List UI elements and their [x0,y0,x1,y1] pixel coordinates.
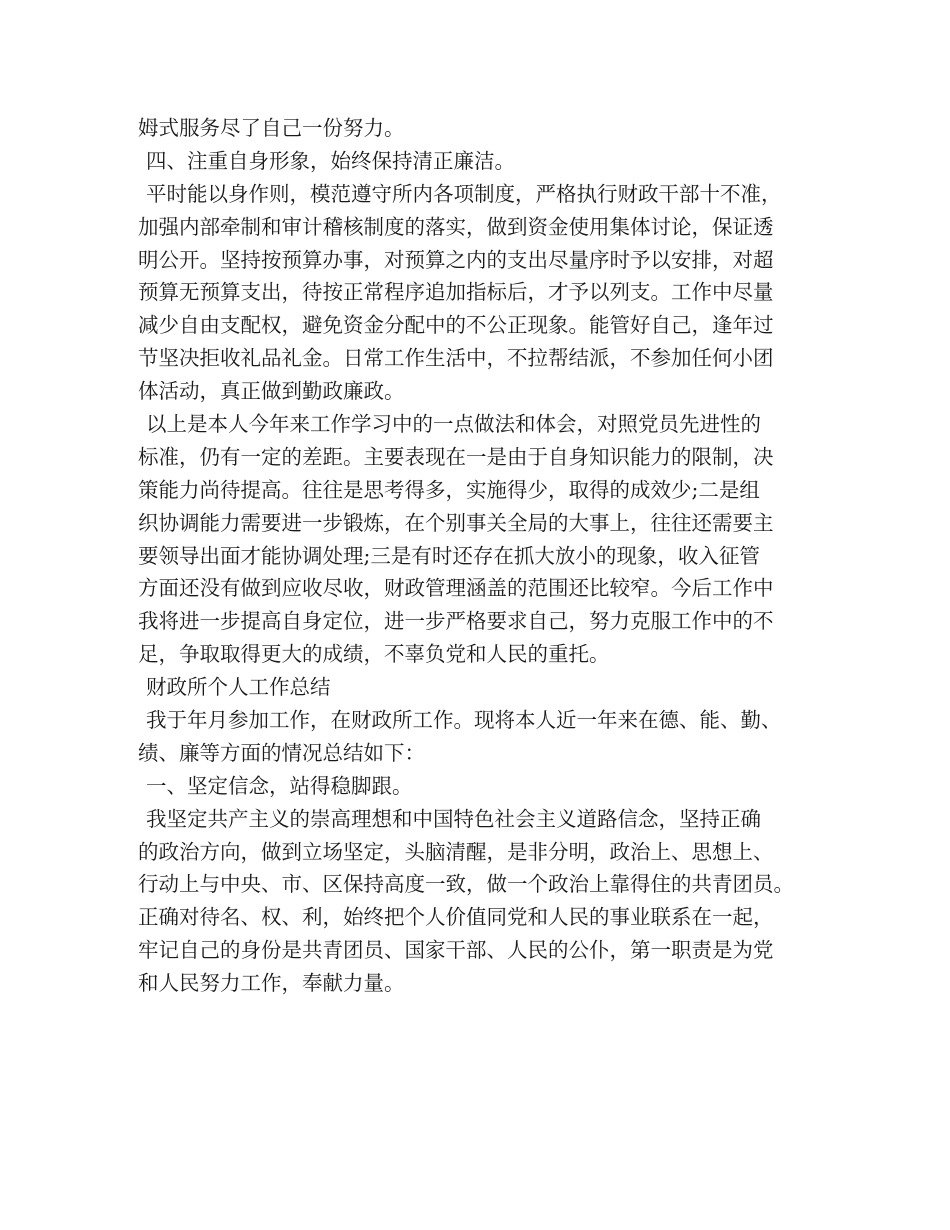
text-line: 四、注重自身形象，始终保持清正廉洁。 [146,148,515,173]
text-line: 预算无预算支出，待按正常程序追加指标后，才予以列支。工作中尽量 [138,280,774,305]
text-line: 牢记自己的身份是共青团员、国家干部、人民的公仆，第一职责是为党 [138,938,774,963]
text-line: 行动上与中央、市、区保持高度一致，做一个政治上靠得住的共青团员。 [138,872,794,897]
text-line: 要领导出面才能协调处理;三是有时还存在抓大放小的现象，收入征管 [138,543,760,568]
text-line: 策能力尚待提高。往往是思考得多，实施得少，取得的成效少;二是组 [138,477,760,502]
text-line: 明公开。坚持按预算办事，对预算之内的支出尽量序时予以安排，对超 [138,247,774,272]
text-line: 的政治方向，做到立场坚定，头脑清醒，是非分明，政治上、思想上、 [138,839,774,864]
text-line: 我于年月参加工作，在财政所工作。现将本人近一年来在德、能、勤、 [146,708,782,733]
text-line: 体活动，真正做到勤政廉政。 [138,379,405,404]
text-line: 以上是本人今年来工作学习中的一点做法和体会，对照党员先进性的 [146,412,761,437]
text-line: 我坚定共产主义的崇高理想和中国特色社会主义道路信念，坚持正确 [146,806,761,831]
text-line: 加强内部牵制和审计稽核制度的落实，做到资金使用集体讨论，保证透 [138,214,774,239]
text-line: 平时能以身作则，模范遵守所内各项制度，严格执行财政干部十不准， [146,181,782,206]
text-line: 财政所个人工作总结 [146,675,331,700]
text-line: 正确对待名、权、利，始终把个人价值同党和人民的事业联系在一起， [138,905,774,930]
document-body [138,112,828,1000]
text-line: 方面还没有做到应收尽收，财政管理涵盖的范围还比较窄。今后工作中 [138,576,774,601]
text-line: 节坚决拒收礼品礼金。日常工作生活中，不拉帮结派，不参加任何小团 [138,346,774,371]
text-line: 我将进一步提高自身定位，进一步严格要求自己，努力克服工作中的不 [138,609,774,634]
text-line: 一、坚定信念，站得稳脚跟。 [146,773,413,798]
text-line: 足，争取取得更大的成绩，不辜负党和人民的重托。 [138,642,610,667]
text-line: 标准，仍有一定的差距。主要表现在一是由于自身知识能力的限制，决 [138,444,774,469]
text-line: 减少自由支配权，避免资金分配中的不公正现象。能管好自己，逢年过 [138,313,774,338]
text-line: 姆式服务尽了自己一份努力。 [138,116,405,140]
text-line: 绩、廉等方面的情况总结如下： [138,740,425,765]
text-line: 和人民努力工作，奉献力量。 [138,971,405,996]
text-line: 织协调能力需要进一步锻炼，在个别事关全局的大事上，往往还需要主 [138,510,774,535]
